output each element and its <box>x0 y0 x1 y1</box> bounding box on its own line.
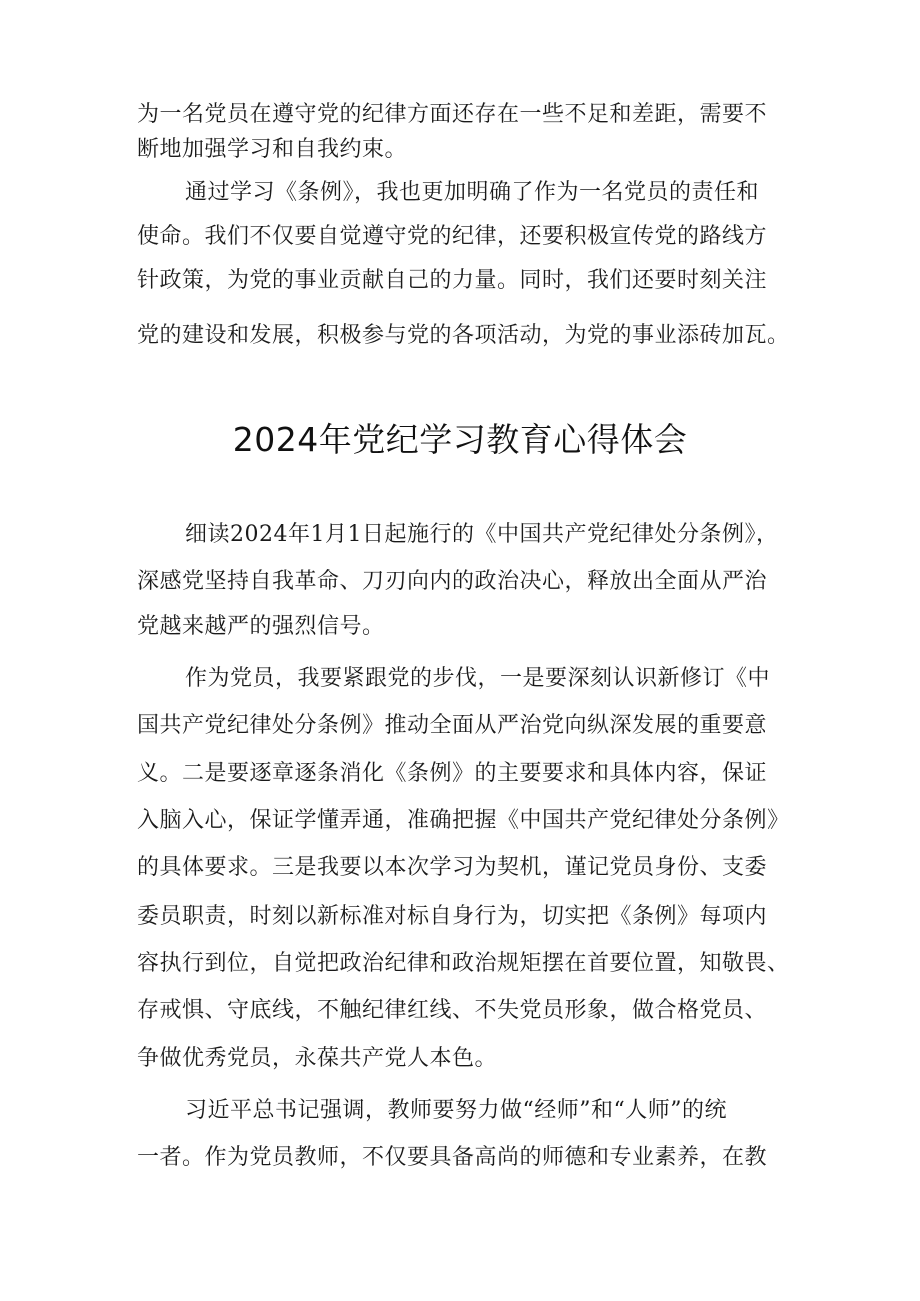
body-line-1: 细读2024年1月1日起施行的《中国共产党纪律处分条例》， <box>185 522 779 547</box>
body-line-9: 委员职责，时刻以新标准对标自身行为，切实把《条例》每项内 <box>137 904 768 929</box>
body-line-10: 容执行到位，自觉把政治纪律和政治规矩摆在首要位置，知敬畏、 <box>137 951 790 976</box>
body-line-12: 争做优秀党员，永葆共产党人本色。 <box>137 1046 498 1071</box>
intro-line-3: 通过学习《条例》，我也更加明确了作为一名党员的责任和 <box>185 180 760 205</box>
body-line-6: 义。二是要逐章逐条消化《条例》的主要要求和具体内容，保证 <box>137 761 768 786</box>
body-line-4: 作为党员，我要紧跟党的步伐，一是要深刻认识新修订《中 <box>185 666 771 691</box>
body-line-3: 党越来越严的强烈信号。 <box>137 614 385 639</box>
intro-line-6: 党的建设和发展，积极参与党的各项活动，为党的事业添砖加瓦。 <box>137 323 790 348</box>
page-title: 2024年党纪学习教育心得体会 <box>232 420 688 459</box>
body-line-7: 入脑入心，保证学懂弄通，准确把握《中国共产党纪律处分条例》 <box>137 808 790 833</box>
body-line-13: 习近平总书记强调，教师要努力做“经师”和“人师”的统 <box>185 1098 727 1123</box>
body-line-8: 的具体要求。三是我要以本次学习为契机，谨记党员身份、支委 <box>137 855 768 880</box>
body-line-2: 深感党坚持自我革命、刀刃向内的政治决心，释放出全面从严治 <box>137 569 768 594</box>
intro-line-1: 为一名党员在遵守党的纪律方面还存在一些不足和差距，需要不 <box>137 102 768 127</box>
intro-line-5: 针政策，为党的事业贡献自己的力量。同时，我们还要时刻关注 <box>137 268 768 293</box>
intro-line-2: 断地加强学习和自我约束。 <box>137 137 408 162</box>
body-line-11: 存戒惧、守底线，不触纪律红线、不失党员形象，做合格党员、 <box>137 998 768 1023</box>
body-line-5: 国共产党纪律处分条例》推动全面从严治党向纵深发展的重要意 <box>137 713 768 738</box>
body-line-14: 一者。作为党员教师，不仅要具备高尚的师德和专业素养，在教 <box>137 1145 768 1170</box>
intro-line-4: 使命。我们不仅要自觉遵守党的纪律，还要积极宣传党的路线方 <box>137 224 768 249</box>
